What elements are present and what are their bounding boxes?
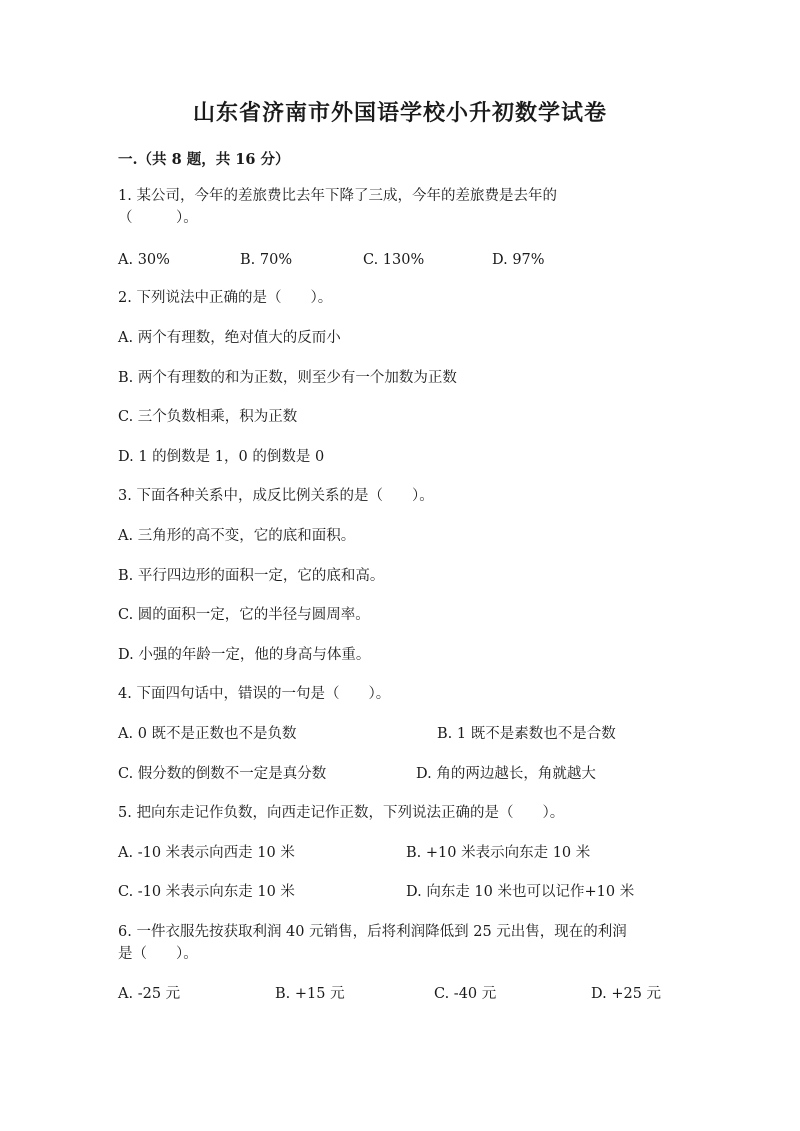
question-4-option-d: D. 角的两边越长，角就越大 [416,766,596,782]
question-1-option-a: A. 30% [118,252,170,268]
question-3-option-d: D. 小强的年龄一定，他的身高与体重。 [118,647,371,663]
question-4-option-c: C. 假分数的倒数不一定是真分数 [118,766,327,782]
question-4-option-a: A. 0 既不是正数也不是负数 [118,726,297,742]
question-5-stem: 5. 把向东走记作负数，向西走记作正数，下列说法正确的是（ ）。 [118,805,565,821]
question-3-option-b: B. 平行四边形的面积一定，它的底和高。 [118,568,385,584]
question-4-stem: 4. 下面四句话中，错误的一句是（ ）。 [118,686,391,702]
question-6-option-a: A. -25 元 [118,986,181,1002]
question-5-option-c: C. -10 米表示向东走 10 米 [118,884,295,900]
question-2-option-c: C. 三个负数相乘，积为正数 [118,409,298,425]
question-3-option-c: C. 圆的面积一定，它的半径与圆周率。 [118,607,370,623]
question-6-option-b: B. +15 元 [275,986,345,1002]
question-5-option-b: B. +10 米表示向东走 10 米 [406,845,591,861]
question-5-option-d: D. 向东走 10 米也可以记作+10 米 [406,884,635,900]
question-1-option-b: B. 70% [240,252,293,268]
question-1-option-d: D. 97% [492,252,545,268]
question-6-stem-line-2: 是（ ）。 [118,946,198,962]
question-6-option-d: D. +25 元 [591,986,662,1002]
question-3-stem: 3. 下面各种关系中，成反比例关系的是（ ）。 [118,488,434,504]
question-6-stem-line-1: 6. 一件衣服先按获取利润 40 元销售，后将利润降低到 25 元出售，现在的利润 [118,924,627,940]
question-4-option-b: B. 1 既不是素数也不是合数 [437,726,616,742]
question-1-stem-line-2: （ ）。 [118,210,198,226]
question-5-option-a: A. -10 米表示向西走 10 米 [118,845,295,861]
question-2-option-b: B. 两个有理数的和为正数，则至少有一个加数为正数 [118,370,457,386]
question-6-option-c: C. -40 元 [434,986,497,1002]
question-2-option-a: A. 两个有理数，绝对值大的反而小 [118,330,341,346]
question-1-stem-line-1: 1. 某公司，今年的差旅费比去年下降了三成，今年的差旅费是去年的 [118,188,557,204]
question-2-stem: 2. 下列说法中正确的是（ ）。 [118,290,333,306]
question-3-option-a: A. 三角形的高不变，它的底和面积。 [118,528,356,544]
question-2-option-d: D. 1 的倒数是 1，0 的倒数是 0 [118,449,325,465]
section-heading: 一.（共 8 题，共 16 分） [118,151,290,168]
question-1-option-c: C. 130% [363,252,425,268]
page-title: 山东省济南市外国语学校小升初数学试卷 [192,100,607,126]
